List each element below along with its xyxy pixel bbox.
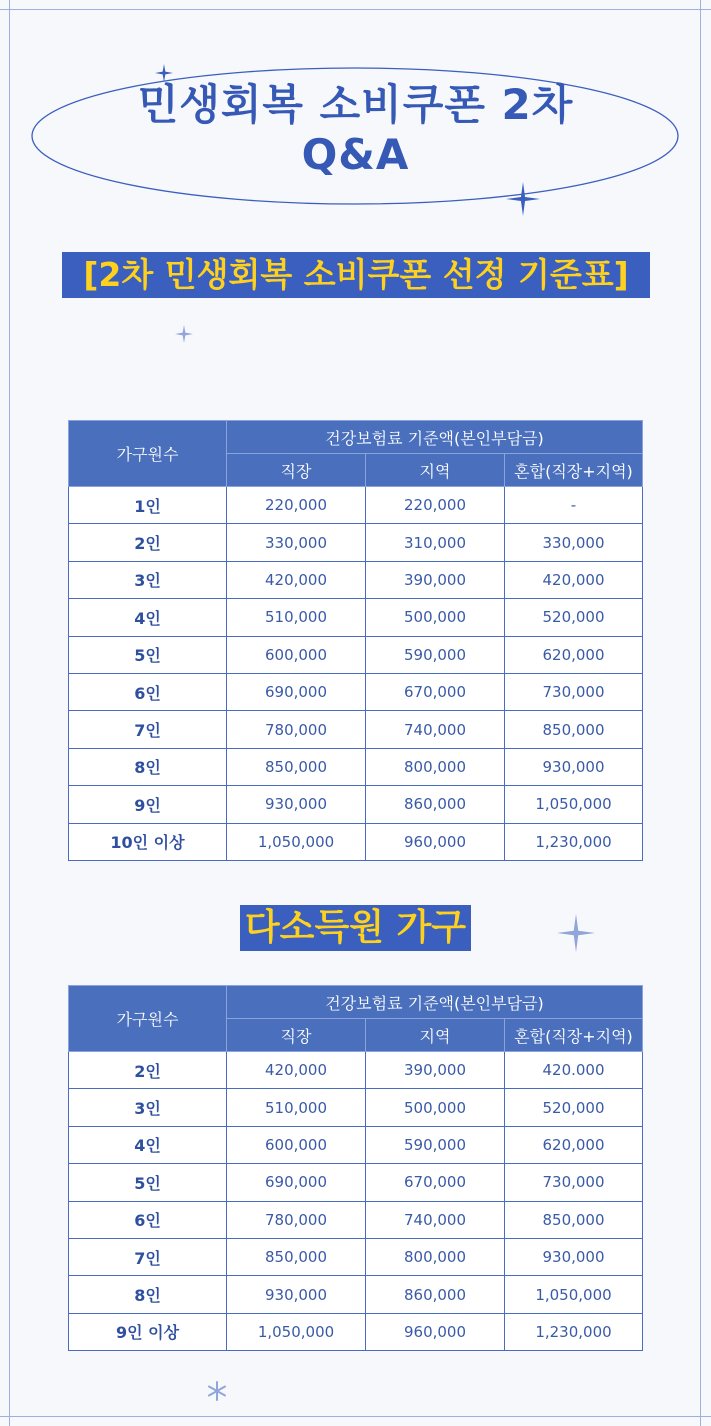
cell-regional: 740,000: [366, 711, 505, 748]
cell-household: 2인: [69, 1052, 227, 1089]
cell-household: 8인: [69, 1276, 227, 1313]
table-row: [69, 487, 643, 524]
cell-mixed: 730,000: [505, 673, 643, 710]
header-regional: 지역: [366, 1019, 505, 1052]
frame-line-top: [0, 9, 711, 10]
cell-mixed: 1,050,000: [505, 1276, 643, 1313]
cell-mixed: 850,000: [505, 1201, 643, 1238]
table-row: [69, 1276, 643, 1313]
cell-regional: 800,000: [366, 1238, 505, 1275]
header-premium: 건강보험료 기준액(본인부담금): [227, 986, 643, 1019]
cell-household: 6인: [69, 673, 227, 710]
cell-regional: 500,000: [366, 599, 505, 636]
cell-household: 1인: [69, 487, 227, 524]
cell-mixed: 930,000: [505, 1238, 643, 1275]
cell-regional: 220,000: [366, 487, 505, 524]
cell-regional: 500,000: [366, 1089, 505, 1126]
cell-mixed: 420,000: [505, 561, 643, 598]
cell-regional: 390,000: [366, 1052, 505, 1089]
cell-mixed: 620,000: [505, 1126, 643, 1163]
title-line-1: 민생회복 소비쿠폰 2차: [137, 80, 574, 129]
cell-workplace: 600,000: [227, 1126, 366, 1163]
table-row: [69, 524, 643, 561]
cell-workplace: 930,000: [227, 1276, 366, 1313]
cell-workplace: 420,000: [227, 561, 366, 598]
header-household: 가구원수: [69, 421, 227, 487]
title-line-2: Q&A: [301, 130, 410, 179]
cell-mixed: 1,050,000: [505, 786, 643, 823]
table-row: [69, 673, 643, 710]
table-row: [69, 823, 643, 860]
cell-household: 9인: [69, 786, 227, 823]
table-row: [69, 786, 643, 823]
cell-mixed: 1,230,000: [505, 1313, 643, 1350]
cell-workplace: 510,000: [227, 1089, 366, 1126]
cell-workplace: 930,000: [227, 786, 366, 823]
header-regional: 지역: [366, 454, 505, 487]
cell-mixed: 930,000: [505, 748, 643, 785]
cell-household: 4인: [69, 1126, 227, 1163]
table-row: [69, 1238, 643, 1275]
header-workplace: 직장: [227, 1019, 366, 1052]
cell-household: 5인: [69, 636, 227, 673]
table-row: [69, 1089, 643, 1126]
cell-household: 9인 이상: [69, 1313, 227, 1350]
cell-regional: 960,000: [366, 1313, 505, 1350]
cell-mixed: 1,230,000: [505, 823, 643, 860]
asterisk-icon: [206, 1380, 228, 1402]
cell-regional: 800,000: [366, 748, 505, 785]
table-row: [69, 711, 643, 748]
table-row: [69, 636, 643, 673]
table-row: [69, 1052, 643, 1089]
header-household: 가구원수: [69, 986, 227, 1052]
cell-workplace: 420,000: [227, 1052, 366, 1089]
cell-household: 10인 이상: [69, 823, 227, 860]
cell-workplace: 600,000: [227, 636, 366, 673]
cell-household: 3인: [69, 561, 227, 598]
cell-workplace: 690,000: [227, 673, 366, 710]
cell-household: 6인: [69, 1201, 227, 1238]
cell-regional: 590,000: [366, 636, 505, 673]
sparkle-icon: [506, 182, 540, 216]
cell-workplace: 220,000: [227, 487, 366, 524]
cell-regional: 670,000: [366, 1164, 505, 1201]
cell-workplace: 690,000: [227, 1164, 366, 1201]
cell-household: 7인: [69, 1238, 227, 1275]
sparkle-icon: [175, 325, 193, 343]
cell-mixed: 620,000: [505, 636, 643, 673]
cell-workplace: 1,050,000: [227, 823, 366, 860]
sparkle-icon: [557, 914, 595, 952]
cell-regional: 860,000: [366, 786, 505, 823]
header-mixed: 혼합(직장+지역): [505, 454, 643, 487]
cell-mixed: 850,000: [505, 711, 643, 748]
cell-workplace: 850,000: [227, 1238, 366, 1275]
frame-line-left: [9, 0, 10, 1426]
page-title: [0, 80, 711, 180]
cell-mixed: -: [505, 487, 643, 524]
table-row: [69, 748, 643, 785]
header-workplace: 직장: [227, 454, 366, 487]
cell-workplace: 780,000: [227, 711, 366, 748]
frame-line-bottom: [0, 1416, 711, 1417]
table-row: [69, 561, 643, 598]
cell-workplace: 850,000: [227, 748, 366, 785]
cell-regional: 740,000: [366, 1201, 505, 1238]
cell-regional: 390,000: [366, 561, 505, 598]
table-row: [69, 1126, 643, 1163]
cell-household: 3인: [69, 1089, 227, 1126]
cell-mixed: 730,000: [505, 1164, 643, 1201]
header-mixed: 혼합(직장+지역): [505, 1019, 643, 1052]
cell-workplace: 330,000: [227, 524, 366, 561]
cell-household: 4인: [69, 599, 227, 636]
cell-regional: 590,000: [366, 1126, 505, 1163]
section1-heading: [2차 민생회복 소비쿠폰 선정 기준표]: [62, 252, 650, 298]
cell-household: 2인: [69, 524, 227, 561]
cell-workplace: 1,050,000: [227, 1313, 366, 1350]
header-premium: 건강보험료 기준액(본인부담금): [227, 421, 643, 454]
cell-household: 5인: [69, 1164, 227, 1201]
table-row: [69, 1164, 643, 1201]
section2-heading: 다소득원 가구: [240, 905, 471, 951]
cell-mixed: 520,000: [505, 1089, 643, 1126]
cell-workplace: 780,000: [227, 1201, 366, 1238]
criteria-table: [68, 420, 643, 861]
cell-mixed: 420.000: [505, 1052, 643, 1089]
cell-regional: 670,000: [366, 673, 505, 710]
cell-household: 8인: [69, 748, 227, 785]
frame-line-right: [700, 0, 701, 1426]
table-row: [69, 599, 643, 636]
cell-mixed: 330,000: [505, 524, 643, 561]
table-row: [69, 1201, 643, 1238]
cell-regional: 860,000: [366, 1276, 505, 1313]
table-row: [69, 1313, 643, 1350]
multi-income-table: [68, 985, 643, 1351]
cell-workplace: 510,000: [227, 599, 366, 636]
cell-mixed: 520,000: [505, 599, 643, 636]
cell-regional: 960,000: [366, 823, 505, 860]
cell-regional: 310,000: [366, 524, 505, 561]
cell-household: 7인: [69, 711, 227, 748]
